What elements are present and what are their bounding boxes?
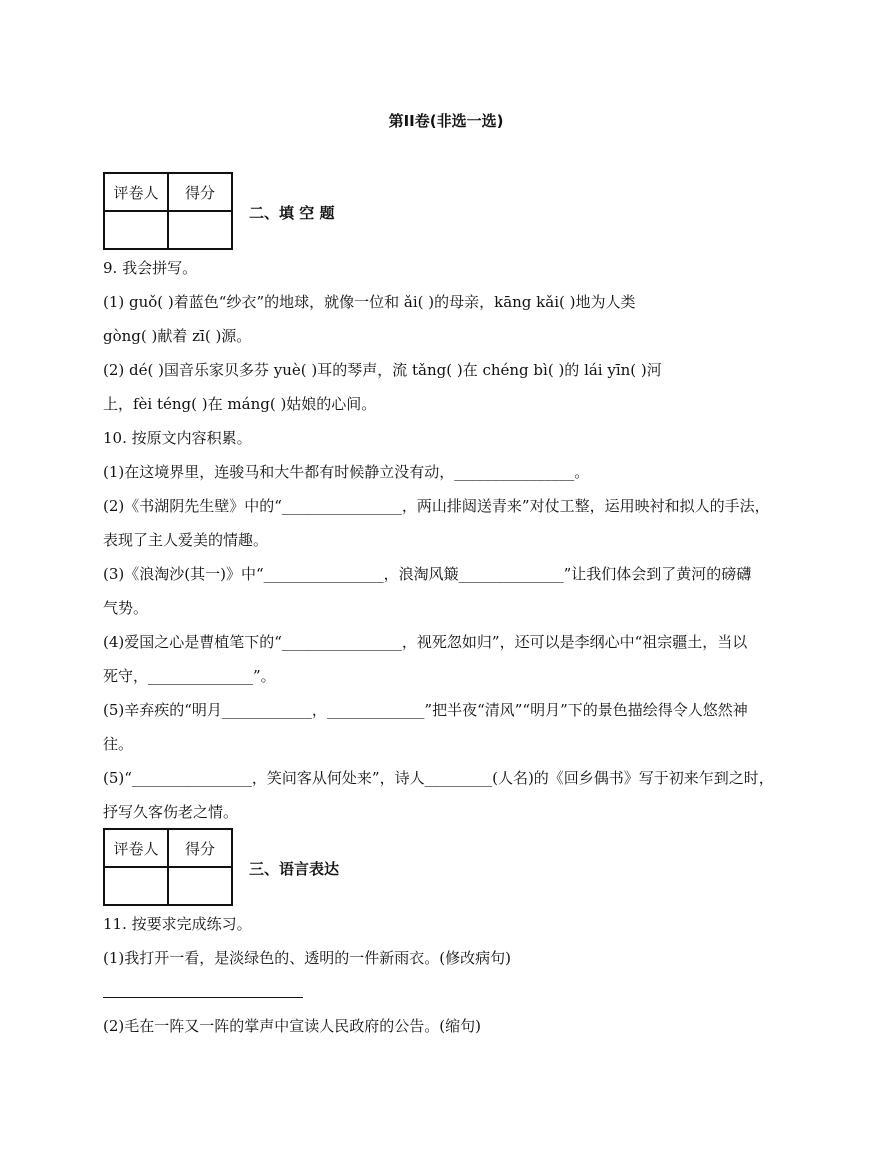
answer-blank-line[interactable] <box>103 997 303 998</box>
score-box-reviewer-cell[interactable] <box>104 867 168 905</box>
score-box-score-cell[interactable] <box>168 867 232 905</box>
question-9-heading: 9. 我会拼写。 <box>103 259 198 277</box>
score-box-2 <box>103 172 233 250</box>
section-3-title: 三、语言表达 <box>249 860 340 878</box>
question-10-line: 抒写久客伤老之情。 <box>103 803 239 821</box>
section-2-title: 二、填 空 题 <box>249 204 335 222</box>
score-box-reviewer-cell[interactable] <box>104 211 168 249</box>
question-11-heading: 11. 按要求完成练习。 <box>103 915 252 933</box>
question-10-line: 往。 <box>103 735 134 753</box>
question-10-heading: 10. 按原文内容积累。 <box>103 429 252 447</box>
question-9-line: gòng( )献着 zī( )源。 <box>103 327 252 345</box>
question-10-line: (3)《浪淘沙(其一)》中“________________，浪淘风簸______________”让我们体会到了黄河的磅礴 <box>103 565 752 583</box>
question-9-line: 上，fèi téng( )在 máng( )姑娘的心间。 <box>103 395 377 413</box>
question-10-line: (2)《书湖阴先生壁》中的“________________，两山排闼送青来”对仗工整，运用映衬和拟人的手法， <box>103 497 770 515</box>
page-title: 第II卷(非选一选) <box>388 112 504 130</box>
question-10-line: 死守，______________”。 <box>103 667 276 685</box>
question-10-line: 表现了主人爱美的情趣。 <box>103 531 269 549</box>
score-box-reviewer-label: 评卷人 <box>104 829 168 867</box>
score-box-score-label: 得分 <box>168 829 232 867</box>
question-11-line: (2)毛在一阵又一阵的掌声中宣读人民政府的公告。(缩句) <box>103 1017 481 1035</box>
score-box-score-label: 得分 <box>168 173 232 211</box>
question-10-line: (5)“________________，笑问客从何处来”，诗人_________(人名)的《回乡偶书》写于初来乍到之时， <box>103 769 774 787</box>
question-10-line: (5)辛弃疾的“明月____________，_____________”把半夜“清风”“明月”下的景色描绘得令人悠然神 <box>103 701 748 719</box>
question-9-line: (2) dé( )国音乐家贝多芬 yuè( )耳的琴声，流 tǎng( )在 chéng bì( )的 lái yīn( )河 <box>103 361 662 379</box>
question-10-line: (4)爱国之心是曹植笔下的“________________，视死忽如归”，还可以是李纲心中“祖宗疆土，当以 <box>103 633 748 651</box>
question-10-line: 气势。 <box>103 599 149 617</box>
question-9-line: (1) guǒ( )着蓝色“纱衣”的地球，就像一位和 ǎi( )的母亲，kāng kǎi( )地为人类 <box>103 293 636 311</box>
question-10-line: (1)在这境界里，连骏马和大牛都有时候静立没有动，________________。 <box>103 463 590 481</box>
score-box-score-cell[interactable] <box>168 211 232 249</box>
score-box-3 <box>103 828 233 906</box>
score-box-reviewer-label: 评卷人 <box>104 173 168 211</box>
question-11-line: (1)我打开一看，是淡绿色的、透明的一件新雨衣。(修改病句) <box>103 949 511 967</box>
